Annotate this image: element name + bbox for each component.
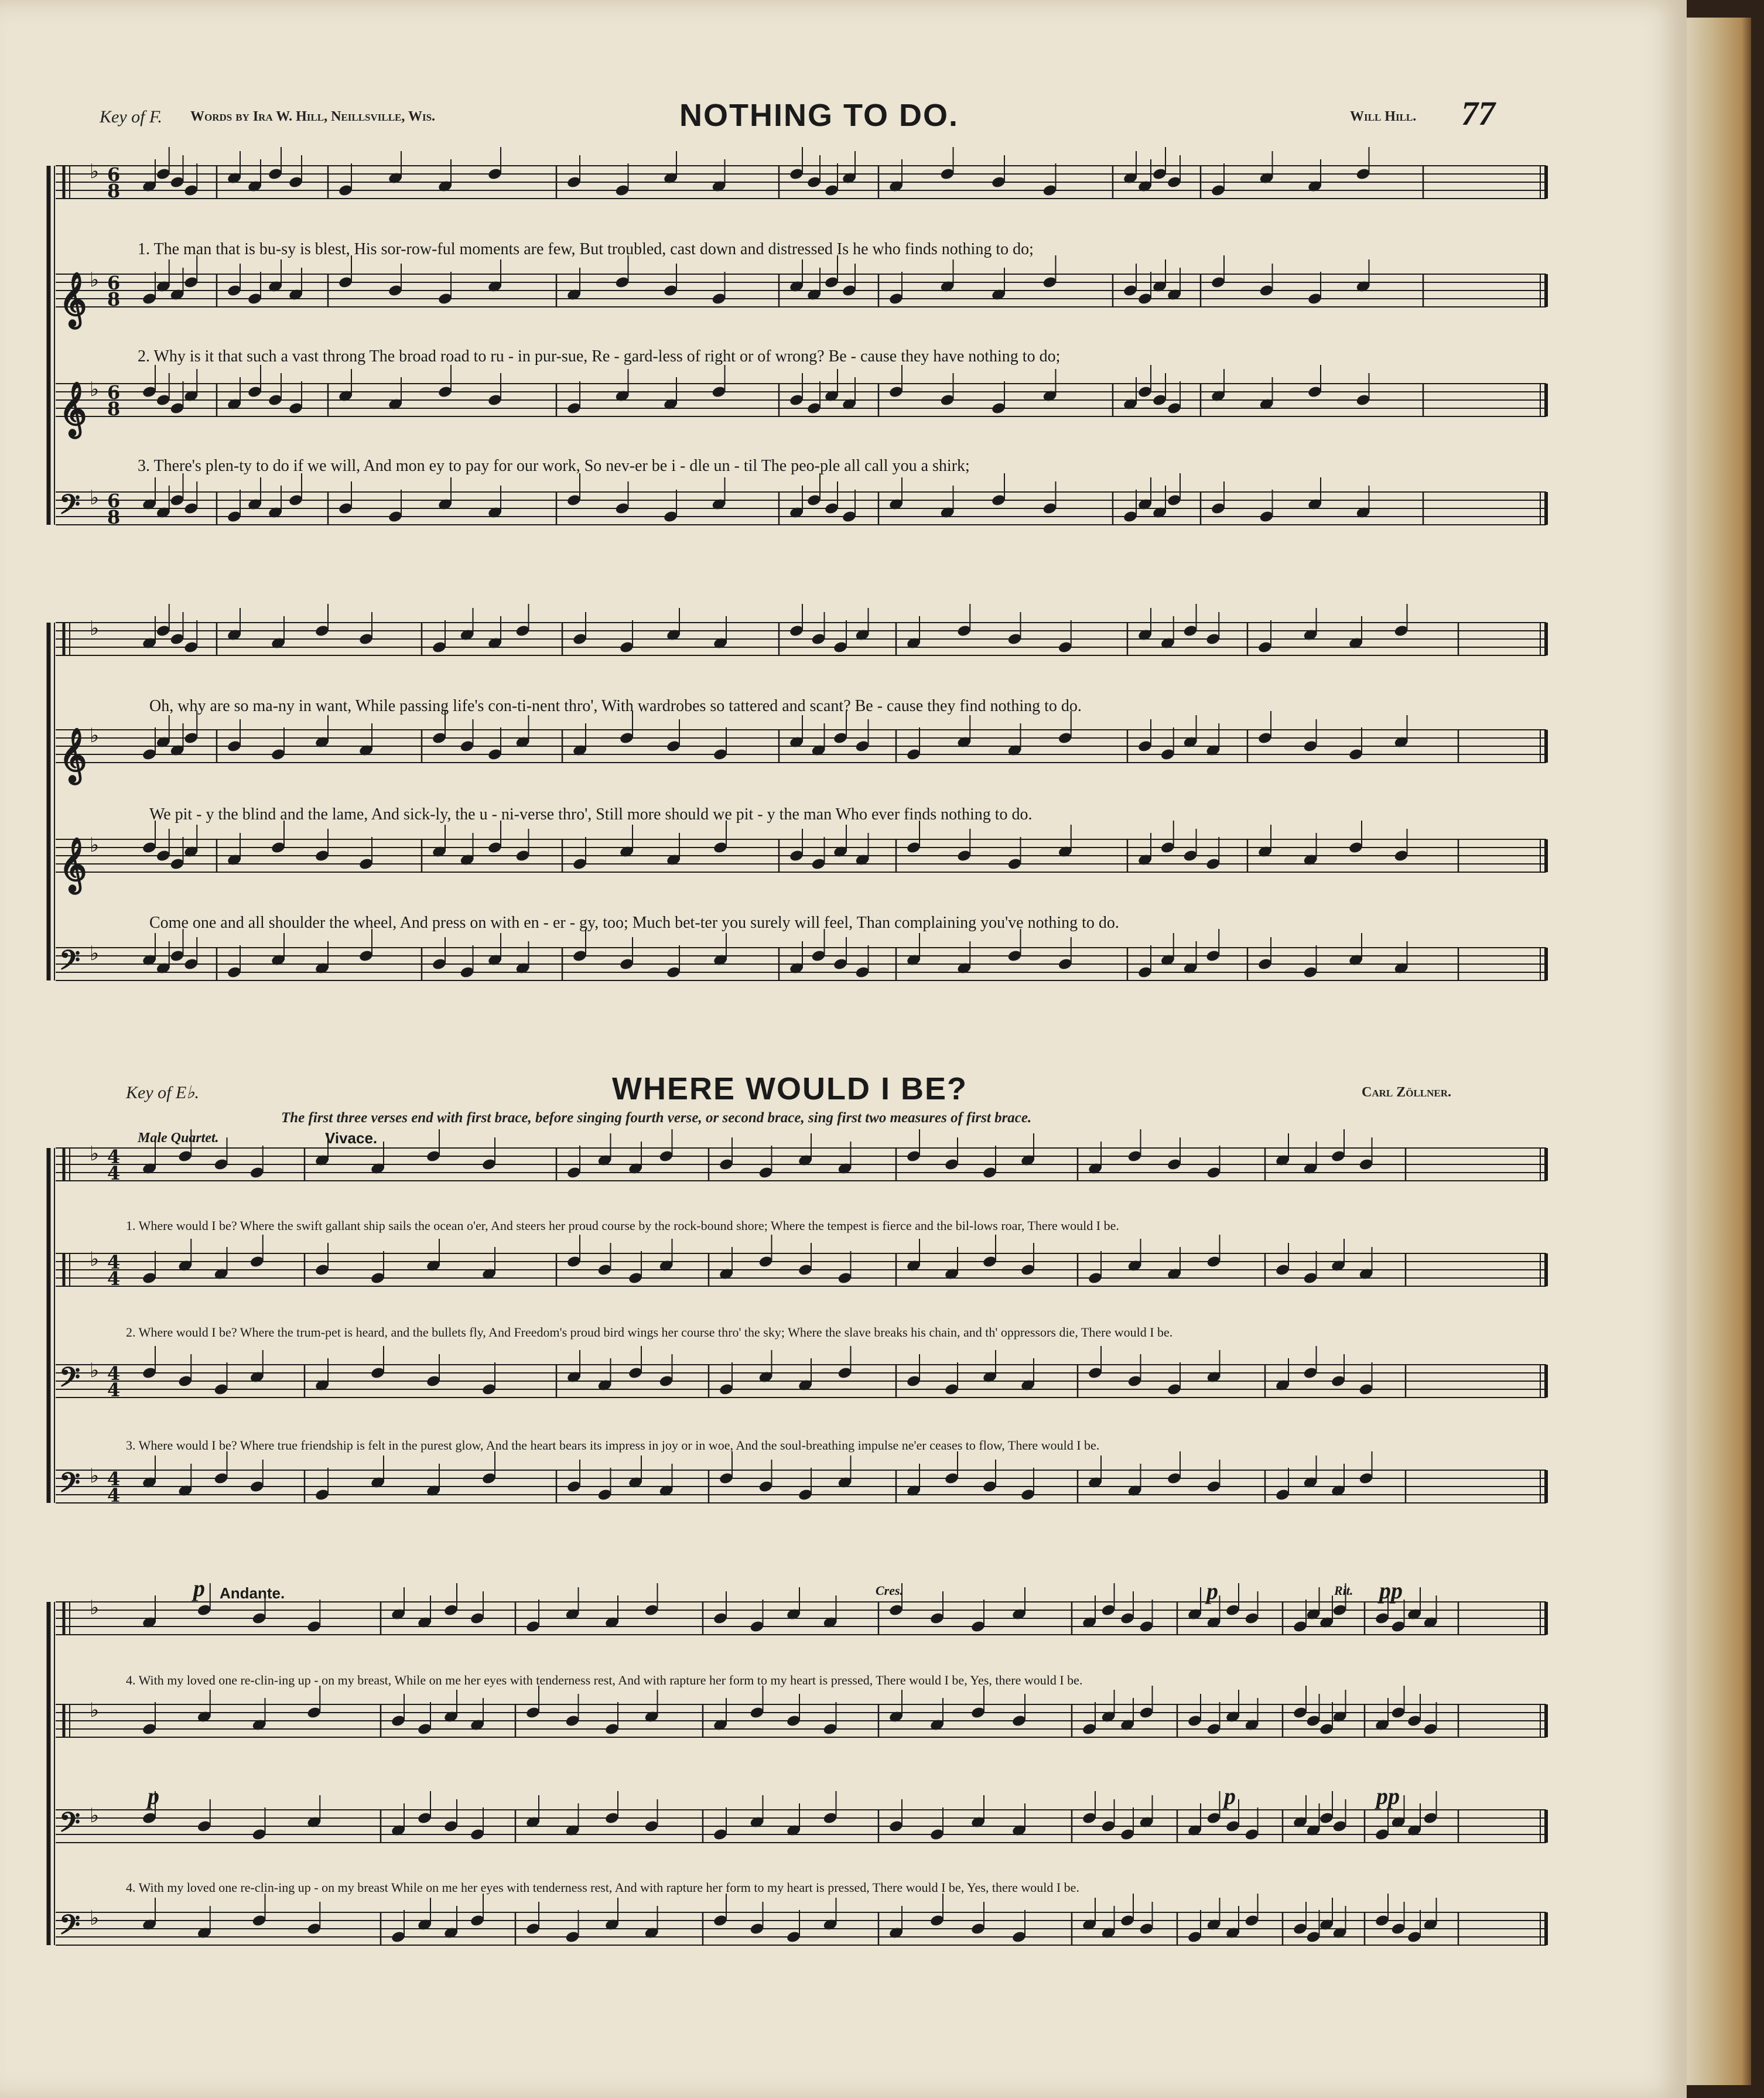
- dynamic-cres: Cres.: [876, 1583, 904, 1598]
- dynamic-pp-2: pp: [1376, 1783, 1400, 1809]
- time-signature-bottom: 8: [107, 180, 121, 202]
- song2-b1-verse1: 1. Where would I be? Where the swift gallant ship sails the ocean o'er, And steers her proud course by the rock-bound shore; Where the tempest is fierce and the bil-lows roar, There would I be.: [126, 1218, 1119, 1233]
- flat-icon: ♭: [90, 1906, 100, 1930]
- flat-icon: ♭: [90, 1804, 100, 1827]
- time-signature-top: 4: [107, 1146, 121, 1168]
- song2-b2-verse4-lower: 4. With my loved one re-clin-ing up - on my breast While on me her eyes with tenderness rest, And with rapture her form to my heart is pressed, There would I be, Yes, there would I be.: [126, 1880, 1079, 1895]
- flat-icon: ♭: [90, 724, 100, 747]
- flat-icon: ♭: [90, 378, 100, 401]
- bass-clef-icon: 𝄢: [59, 1361, 81, 1400]
- song2-b1-verse3: 3. Where would I be? Where true friendship is felt in the purest glow, And the heart bears its impress in joy or in woe, And the soul-breathing impulse ne'er ceases to flow, There would I be.: [126, 1438, 1100, 1453]
- song2-key: Key of E♭.: [126, 1083, 199, 1102]
- flat-icon: ♭: [90, 1464, 100, 1488]
- treble-clef-icon: 𝄞: [59, 271, 87, 326]
- treble-clef-icon: 𝄞: [59, 727, 87, 782]
- bass-clef-icon: 𝄢: [59, 1909, 81, 1947]
- dynamic-rit: Rit.: [1334, 1583, 1353, 1598]
- time-signature-bottom: 4: [107, 1484, 121, 1506]
- song1-b1-verse1: 1. The man that is bu-sy is blest, His sor-row-ful moments are few, But troubled, cast down and distressed Is he who finds nothing to do;: [138, 240, 1034, 258]
- song2-title: WHERE WOULD I BE?: [612, 1071, 968, 1106]
- dynamic-pp-1: pp: [1379, 1577, 1403, 1604]
- song2-voicing: Male Quartet.: [138, 1130, 219, 1146]
- time-signature-top: 6: [107, 490, 121, 512]
- song1-b2-verse2: We pit - y the blind and the lame, And sick-ly, the u - ni-verse thro', Still more should we pit - y the man Who ever finds nothing to do.: [149, 805, 1033, 824]
- time-signature-top: 4: [107, 1468, 121, 1490]
- flat-icon: ♭: [90, 942, 100, 965]
- flat-icon: ♭: [90, 833, 100, 857]
- bass-clef-icon: 𝄢: [59, 944, 81, 983]
- song1-b1-verse2: 2. Why is it that such a vast throng The broad road to ru - in pur-sue, Re - gard-less of right or of wrong? Be - cause they have nothing to do;: [138, 347, 1061, 365]
- flat-icon: ♭: [90, 1248, 100, 1271]
- time-signature-bottom: 8: [107, 398, 121, 420]
- flat-icon: ♭: [90, 1142, 100, 1166]
- song2-b2-verse4-upper: 4. With my loved one re-clin-ing up - on my breast, While on me her eyes with tenderness rest, And with rapture her form to my heart is pressed, There would I be, Yes, there would I be.: [126, 1673, 1083, 1687]
- bass-clef-icon: 𝄢: [59, 488, 81, 527]
- song2-instruction: The first three verses end with first brace, before singing fourth verse, or second brace, sing first two measures of first brace.: [281, 1110, 1032, 1126]
- dynamic-p-2: p: [1206, 1578, 1218, 1604]
- song2-tempo-andante: Andante.: [220, 1584, 285, 1602]
- time-signature-top: 4: [107, 1251, 121, 1273]
- song1-composer: Will Hill.: [1350, 109, 1417, 124]
- time-signature-bottom: 8: [107, 506, 121, 528]
- page-edge: [1687, 18, 1751, 2085]
- flat-icon: ♭: [90, 486, 100, 510]
- song1-words-credit: Words by Ira W. Hill, Neillsville, Wis.: [190, 109, 436, 124]
- song2-tempo-vivace: Vivace.: [325, 1129, 378, 1147]
- song2-composer: Carl Zöllner.: [1362, 1085, 1452, 1100]
- flat-icon: ♭: [90, 160, 100, 183]
- time-signature-bottom: 8: [107, 288, 121, 310]
- song1-b1-verse3: 3. There's plen-ty to do if we will, And mon ey to pay for our work, So nev-er be i - dle un - til The peo-ple all call you a shirk;: [138, 457, 970, 475]
- time-signature-bottom: 4: [107, 1267, 121, 1290]
- song1-b2-verse1: Oh, why are so ma-ny in want, While passing life's con-ti-nent thro', With wardrobes so tattered and scant? Be - cause they find nothing to do.: [149, 697, 1082, 715]
- song1-b2-verse3: Come one and all shoulder the wheel, And press on with en - er - gy, too; Much bet-ter you surely will feel, Than complaining you've nothing to do.: [149, 914, 1119, 932]
- flat-icon: ♭: [90, 1596, 100, 1619]
- song1-key: Key of F.: [100, 107, 162, 127]
- song2-b1-verse2: 2. Where would I be? Where the trum-pet is heard, and the bullets fly, And Freedom's proud bird wings her course thro' the sky; Where the slave breaks his chain, and th' oppressors die, There would I be.: [126, 1325, 1173, 1340]
- flat-icon: ♭: [90, 617, 100, 640]
- time-signature-top: 6: [107, 163, 121, 186]
- flat-icon: ♭: [90, 268, 100, 292]
- dynamic-p-1: p: [193, 1575, 205, 1601]
- treble-clef-icon: 𝄞: [59, 836, 87, 891]
- time-signature-top: 6: [107, 272, 121, 294]
- time-signature-bottom: 4: [107, 1162, 121, 1184]
- treble-clef-icon: 𝄞: [59, 381, 87, 436]
- time-signature-top: 6: [107, 381, 121, 404]
- dynamic-p-3: p: [148, 1783, 159, 1809]
- page-number: 77: [1461, 94, 1495, 132]
- bass-clef-icon: 𝄢: [59, 1467, 81, 1505]
- flat-icon: ♭: [90, 1699, 100, 1722]
- time-signature-top: 4: [107, 1362, 121, 1385]
- time-signature-bottom: 4: [107, 1379, 121, 1401]
- bass-clef-icon: 𝄢: [59, 1806, 81, 1845]
- dynamic-p-4: p: [1224, 1783, 1236, 1809]
- song1-title: NOTHING TO DO.: [679, 98, 959, 133]
- flat-icon: ♭: [90, 1359, 100, 1382]
